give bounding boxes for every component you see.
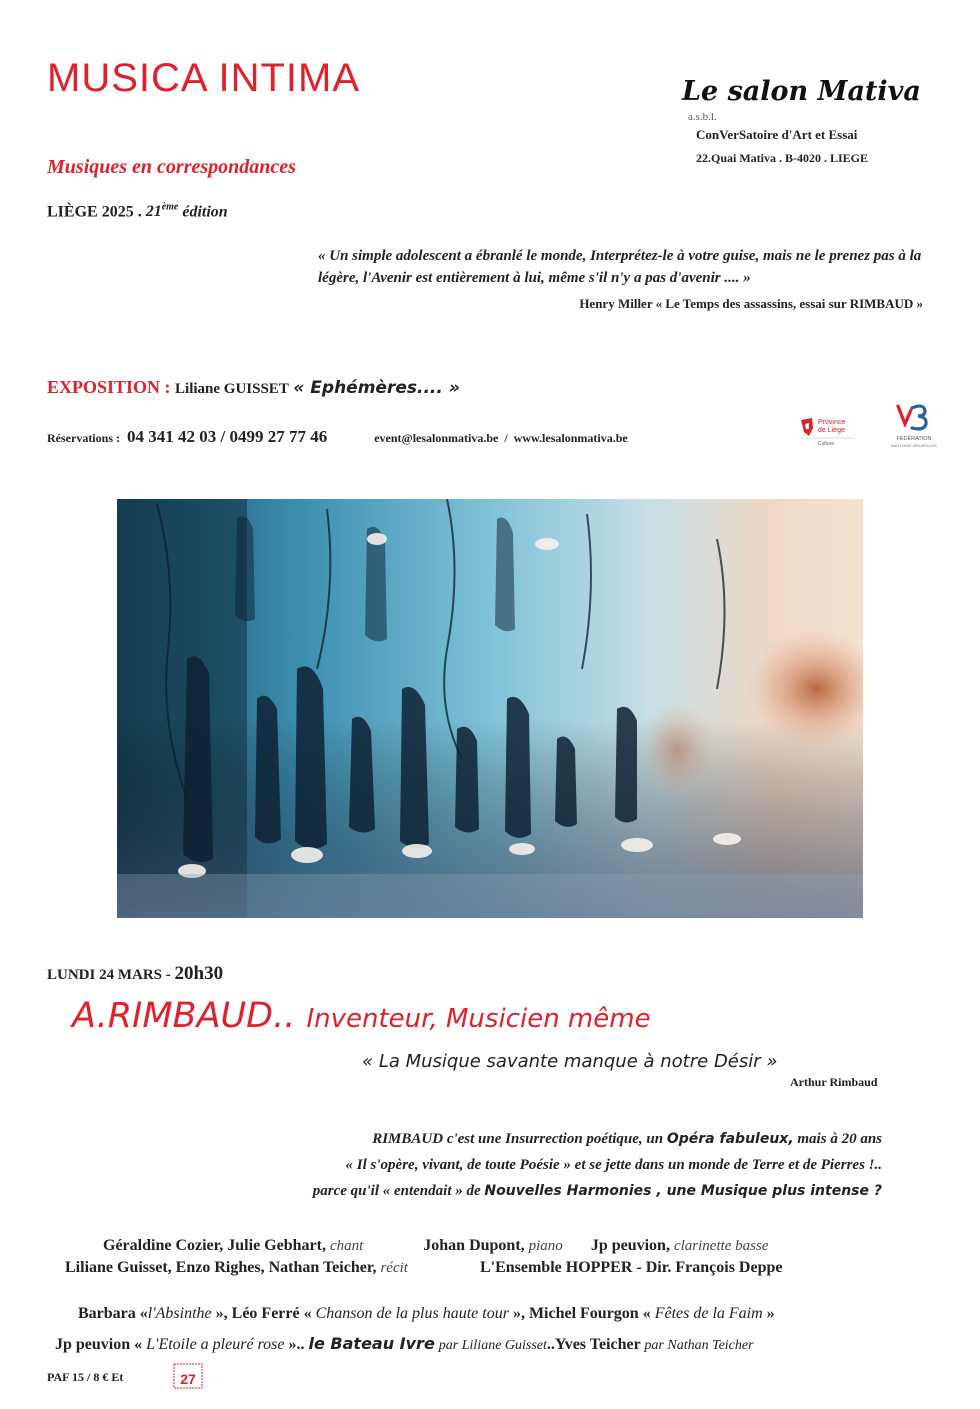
edition-prefix: LIÈGE 2025 . <box>47 203 142 221</box>
article-27-logo <box>172 1362 204 1390</box>
cast-readers-role: récit <box>380 1260 408 1276</box>
desc-line-1 <box>160 1126 882 1152</box>
desc-line-2: « Il s'opère, vivant, de toute Poésie » et se jette dans un monde de Terre et de Pierres !.. <box>345 1157 882 1173</box>
event-title <box>72 996 651 1036</box>
fwb-line1: FÉDÉRATION <box>896 436 932 442</box>
cast-clarinet: Jp peuvion, <box>590 1237 670 1254</box>
province-line2: de Liège <box>818 427 845 434</box>
desc-l3-highlight: Nouvelles Harmonies , une Musique plus intense ? <box>484 1183 882 1199</box>
province-line1: Province <box>818 419 846 426</box>
cast-row-2 <box>47 1257 937 1279</box>
prog-r1b: l'Absinthe <box>147 1305 212 1322</box>
edition-line <box>47 202 228 221</box>
prog-r2a: Jp peuvion « <box>55 1336 143 1353</box>
email-link[interactable]: event@lesalonmativa.be <box>374 431 499 445</box>
reservations-label: Réservations : <box>47 431 120 445</box>
page-title: MUSICA INTIMA <box>47 56 361 100</box>
art27-number: 27 <box>180 1371 196 1387</box>
venue-block <box>682 76 952 166</box>
exposition-work: « Ephémères.... » <box>293 378 460 398</box>
province-line3: Culture <box>818 441 835 447</box>
prog-r1a: Barbara « <box>78 1305 148 1322</box>
prog-r2e: par Liliane Guisset <box>438 1338 547 1353</box>
festival-subtitle: Musiques en correspondances <box>47 156 296 178</box>
edition-sup: ème <box>161 202 179 213</box>
painting-image <box>117 499 863 918</box>
venue-address: 22.Quai Mativa . B-4020 . LIEGE <box>696 151 869 165</box>
art27-icon <box>172 1362 204 1390</box>
cast-singers: Géraldine Cozier, Julie Gebhart, <box>103 1237 326 1254</box>
cast-row-1 <box>47 1235 937 1257</box>
prog-r2f: ..Yves Teicher <box>546 1336 641 1353</box>
prog-r2d: le Bateau Ivre <box>308 1334 435 1353</box>
cast-clarinet-role: clarinette basse <box>673 1238 769 1254</box>
edition-suffix: édition <box>182 203 228 221</box>
cast-list <box>47 1235 937 1279</box>
prog-r2c: ».. <box>288 1336 305 1353</box>
venue-tagline: ConVerSatoire d'Art et Essai <box>696 127 858 142</box>
program-row-2 <box>47 1329 937 1361</box>
reservations-phones: 04 341 42 03 / 0499 27 77 46 <box>126 427 328 446</box>
prog-r1e: », Michel Fourgon « <box>512 1305 651 1322</box>
prog-r1g: » <box>766 1305 775 1322</box>
exposition-line <box>47 377 460 398</box>
cast-readers: Liliane Guisset, Enzo Righes, Nathan Teicher, <box>65 1259 377 1276</box>
event-time: 20h30 <box>174 963 224 984</box>
cast-pianist: Johan Dupont, <box>423 1237 525 1254</box>
motto-author: Arthur Rimbaud <box>790 1075 878 1089</box>
event-dash: - <box>165 967 171 983</box>
desc-l1-highlight: Opéra fabuleux, <box>666 1131 794 1147</box>
event-title-sub: Inventeur, Musicien même <box>306 1004 651 1034</box>
fwb-logo-icon <box>890 400 938 452</box>
event-date <box>47 963 223 985</box>
prog-r1c: », Léo Ferré « <box>215 1305 312 1322</box>
program-list <box>47 1299 937 1361</box>
event-description <box>160 1126 882 1204</box>
prog-r2b: L'Etoile a pleuré rose <box>146 1336 285 1353</box>
prog-r2g: par Nathan Teicher <box>644 1338 754 1353</box>
cast-ensemble: L'Ensemble HOPPER - Dir. François Deppe <box>479 1259 783 1276</box>
exposition-artist: Liliane GUISSET <box>175 381 289 397</box>
cast-singers-role: chant <box>329 1238 364 1254</box>
event-motto: « La Musique savante manque à notre Désir » <box>362 1051 778 1072</box>
cast-pianist-role: piano <box>528 1238 563 1254</box>
event-day: LUNDI 24 MARS <box>47 967 163 983</box>
desc-l1-text: RIMBAUD c'est une Insurrection poétique, un <box>372 1131 664 1147</box>
reservations-line <box>47 427 628 447</box>
venue-legal: a.s.b.l. <box>688 111 717 123</box>
program-row-1 <box>47 1299 937 1329</box>
website-link[interactable]: www.lesalonmativa.be <box>513 431 628 445</box>
quote-text: « Un simple adolescent a ébranlé le monde, Interprétez-le à votre guise, mais ne le prenez pas à la légère, l'Avenir est entièrement à lui, même s'il n'y a pas d'avenir .... » <box>318 248 922 286</box>
contact-separator: / <box>504 431 508 445</box>
prog-r1f: Fêtes de la Faim <box>654 1305 763 1322</box>
federation-wallonie-bruxelles-logo <box>890 400 938 452</box>
event-title-main: A.RIMBAUD.. <box>72 996 296 1036</box>
prog-r1d: Chanson de la plus haute tour <box>315 1305 509 1322</box>
epigraph-quote <box>318 245 923 315</box>
edition-number: 21 <box>145 203 162 221</box>
venue-name: Le salon Mativa <box>682 76 921 107</box>
admission-price: PAF 15 / 8 € Et <box>47 1370 124 1384</box>
province-liege-logo <box>798 414 856 450</box>
province-logo-icon <box>798 414 856 450</box>
desc-l3-text: parce qu'il « entendait » de <box>312 1183 481 1199</box>
quote-source: Henry Miller « Le Temps des assassins, essai sur RIMBAUD » <box>579 296 923 311</box>
abstract-painting <box>117 499 863 918</box>
desc-l1-end: mais à 20 ans <box>797 1131 882 1147</box>
exposition-label: EXPOSITION : <box>47 377 171 397</box>
desc-line-3 <box>160 1178 882 1204</box>
fwb-line2: WALLONIE-BRUXELLES <box>891 443 937 448</box>
